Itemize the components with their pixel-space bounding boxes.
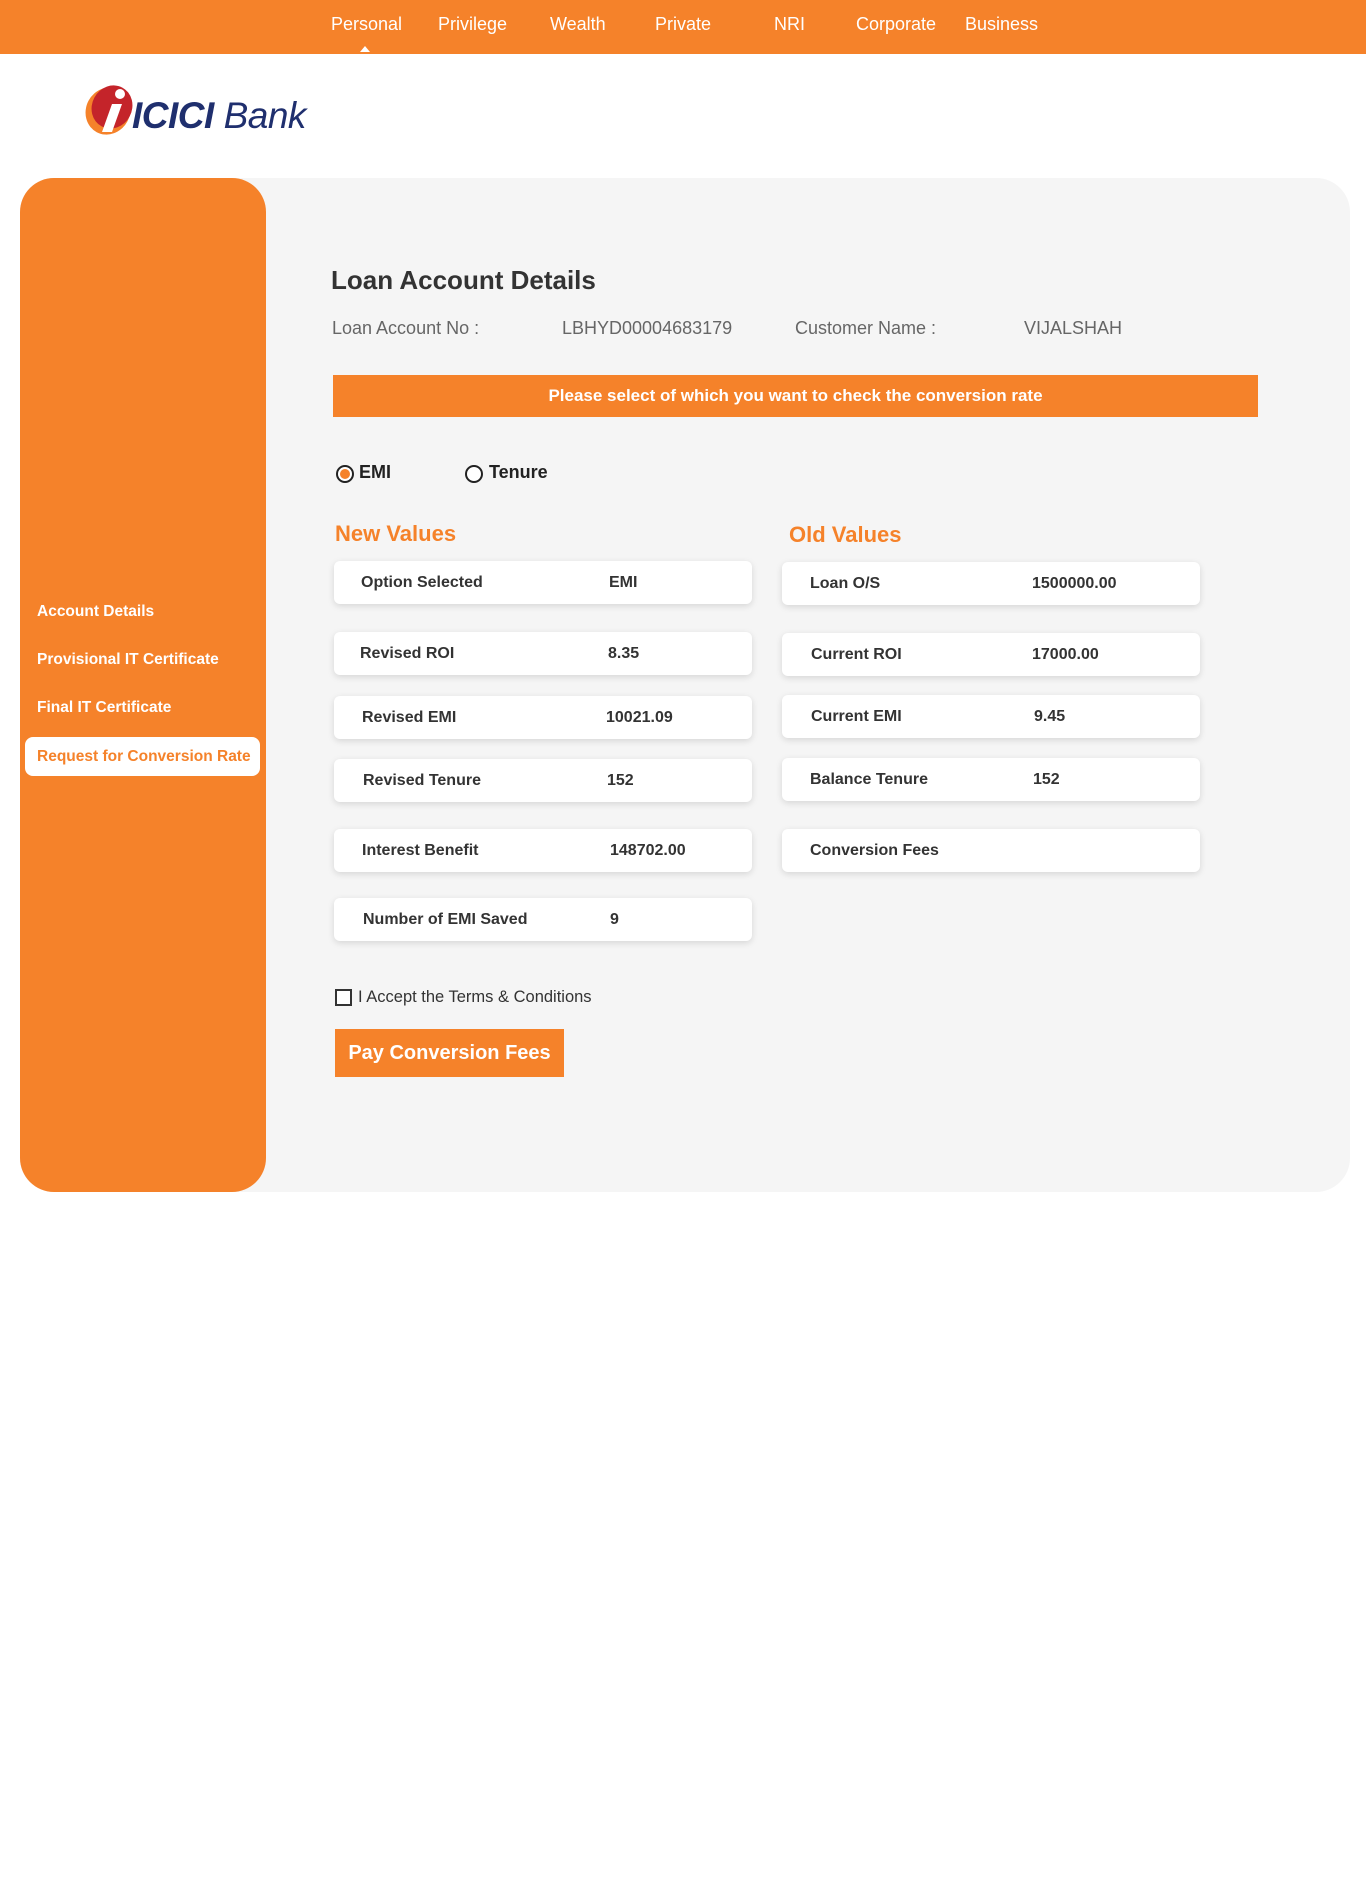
old-value-row-current-emi [782,695,1200,738]
customer-name-label: Customer Name : [795,318,937,338]
new-value-row-revised-roi [334,632,752,675]
icici-logo-mark-icon [82,80,138,138]
terms-label[interactable]: I Accept the Terms & Conditions [358,988,592,1006]
active-nav-caret-icon [360,46,370,52]
row-value: 152 [1033,771,1060,788]
row-label: Loan O/S [810,575,881,592]
row-value: 1500000.00 [1032,575,1117,592]
row-label: Revised EMI [362,709,457,726]
new-value-row-interest-benefit [334,829,752,872]
nav-item-wealth[interactable]: Wealth [550,14,606,34]
row-value: 9 [610,911,619,928]
row-value: 10021.09 [606,709,673,726]
nav-item-corporate[interactable]: Corporate [856,14,937,34]
sidebar-item-provisional-it-certificate[interactable]: Provisional IT Certificate [37,651,219,668]
new-value-row-revised-emi [334,696,752,739]
page-title: Loan Account Details [331,265,596,295]
terms-checkbox[interactable] [335,989,352,1006]
row-value: 9.45 [1034,708,1066,725]
row-value: 148702.00 [610,842,686,859]
old-values-title: Old Values [789,522,902,547]
top-nav-bar [0,0,1366,54]
sidebar [20,178,266,1192]
old-value-row-loan-os [782,562,1200,605]
row-label: Conversion Fees [810,842,939,859]
nav-item-private[interactable]: Private [655,14,712,34]
loan-account-no-label: Loan Account No : [332,318,480,338]
loan-account-no-value: LBHYD00004683179 [562,318,733,338]
logo-wordmark: ICICI Bank [132,95,306,136]
row-label: Balance Tenure [810,771,928,788]
sidebar-item-account-details[interactable]: Account Details [37,603,155,620]
sidebar-item-request-conversion-rate[interactable]: Request for Conversion Rate [25,737,260,776]
old-value-row-balance-tenure [782,758,1200,801]
new-value-row-revised-tenure [334,759,752,802]
row-label: Current EMI [811,708,902,725]
emi-radio[interactable] [336,465,354,483]
row-value: 17000.00 [1032,646,1099,663]
row-value: EMI [609,574,638,591]
row-label: Revised ROI [360,645,455,662]
row-value: 152 [607,772,634,789]
customer-name-value: VIJALSHAH [1024,318,1123,338]
new-values-title: New Values [335,521,457,546]
new-value-row-emi-saved [334,898,752,941]
nav-item-nri[interactable]: NRI [774,14,805,34]
row-label: Revised Tenure [363,772,481,789]
old-value-row-conversion-fees [782,829,1200,872]
nav-item-personal[interactable]: Personal [331,14,403,34]
old-value-row-current-roi [782,633,1200,676]
row-value: 8.35 [608,645,640,662]
icici-bank-logo[interactable] [82,80,342,140]
tenure-radio[interactable] [465,465,483,483]
nav-item-privilege[interactable]: Privilege [438,14,508,34]
sidebar-item-final-it-certificate[interactable]: Final IT Certificate [37,699,172,716]
conversion-rate-instruction-banner: Please select of which you want to check the conversion rate [333,375,1258,417]
pay-conversion-fees-button[interactable]: Pay Conversion Fees [335,1029,564,1077]
emi-radio-label[interactable]: EMI [359,462,392,482]
tenure-radio-label[interactable]: Tenure [489,462,548,482]
nav-item-business[interactable]: Business [965,14,1039,34]
row-label: Number of EMI Saved [363,911,528,928]
row-label: Interest Benefit [362,842,479,859]
row-label: Option Selected [361,574,483,591]
row-label: Current ROI [811,646,902,663]
new-value-row-option-selected [334,561,752,604]
